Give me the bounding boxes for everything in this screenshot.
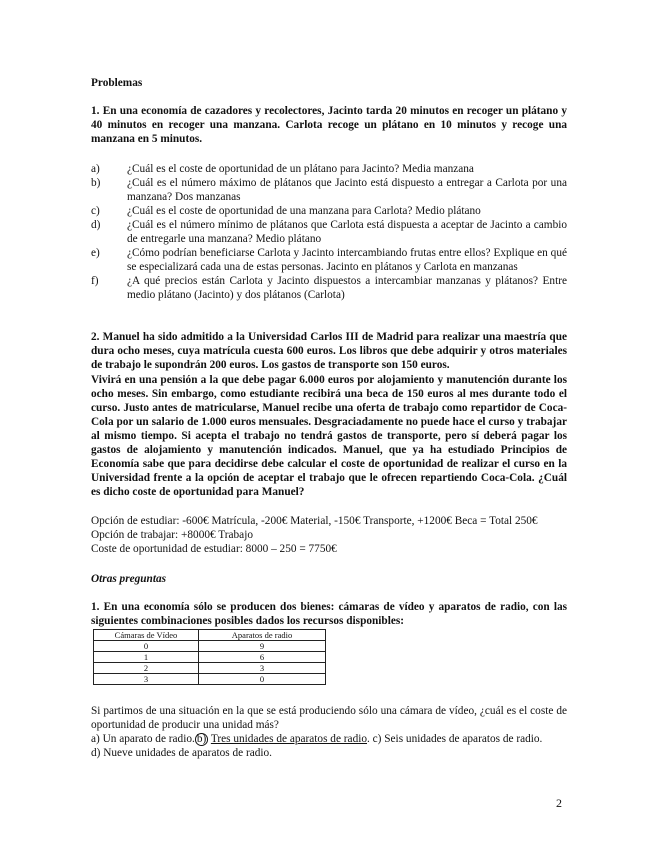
- list-item-text: ¿Cómo podrían beneficiarse Carlota y Jacinto intercambiando frutas entre ellos? Explique en qué se especializará cada una de estas personas. Jacinto en plátanos y Carlota en manzanas: [127, 247, 567, 273]
- table-cell: 9: [199, 641, 326, 652]
- list-item: [91, 204, 567, 218]
- problem-1-sublist: [91, 162, 567, 302]
- table-cell: 0: [94, 641, 199, 652]
- otras-1-statement: 1. En una economía sólo se producen dos bienes: cámaras de vídeo y aparatos de radio, con las siguientes combinaciones posibles dados los recursos disponibles:: [91, 601, 567, 627]
- answer-line: Coste de oportunidad de estudiar: 8000 – 250 = 7750€: [91, 543, 337, 555]
- list-item: [91, 246, 567, 274]
- answer-line: Opción de estudiar: -600€ Matrícula, -200€ Material, -150€ Transporte, +1200€ Beca = Total 250€: [91, 515, 538, 527]
- problem-2-answers: [91, 514, 567, 556]
- table-cell: 3: [94, 674, 199, 685]
- list-item-letter: e): [91, 247, 100, 259]
- production-table: [93, 629, 326, 685]
- problem-2-paragraph-1: 2. Manuel ha sido admitido a la Universidad Carlos III de Madrid para realizar una maestría que dura ocho meses, cuya matrícula cuesta 600 euros. Los libros que debe adquirir y otros materiales de trabajo le supondrán 200 euros. Los gastos de transporte son 150 euros.: [91, 331, 567, 371]
- list-item-text: ¿Cuál es el coste de oportunidad de una manzana para Carlota? Medio plátano: [127, 205, 481, 217]
- list-item-letter: b): [91, 177, 101, 189]
- section-heading-otras-preguntas: Otras preguntas: [91, 573, 167, 585]
- list-item-letter: d): [91, 219, 101, 231]
- list-item: [91, 162, 567, 176]
- table-cell: 3: [199, 663, 326, 674]
- table-header-row: [94, 630, 326, 641]
- table-row: [94, 652, 326, 663]
- problem-1-statement: 1. En una economía de cazadores y recolectores, Jacinto tarda 20 minutos en recoger un plátano y 40 minutos en recoger una manzana. Carlota recoge un plátano en 10 minutos y recoge una manzana en 5 minutos.: [91, 105, 567, 145]
- list-item-text: ¿Cuál es el número mínimo de plátanos que Carlota está dispuesta a aceptar de Jacinto a cambio de entregarle una manzana? Medio plátano: [127, 219, 567, 245]
- otras-1-question: Si partimos de una situación en la que se está produciendo sólo una cámara de vídeo, ¿cuál es el coste de oportunidad de producir una unidad más?: [91, 705, 567, 731]
- table-cell: 0: [199, 674, 326, 685]
- answer-options-line: [91, 732, 567, 746]
- list-item: [91, 218, 567, 246]
- list-item-text: ¿A qué precios están Carlota y Jacinto dispuestos a intercambiar manzanas y plátanos? Entre medio plátano (Jacinto) y dos plátanos (Carlota): [127, 275, 567, 301]
- table-cell: 2: [94, 663, 199, 674]
- table-row: [94, 663, 326, 674]
- table-cell: 1: [94, 652, 199, 663]
- list-item-letter: a): [91, 163, 100, 175]
- option-b-letter-circled: b): [196, 733, 207, 745]
- list-item-text: ¿Cuál es el número máximo de plátanos que Jacinto está dispuesto a entregar a Carlota por una manzana? Dos manzanas: [127, 177, 567, 203]
- answer-line: Opción de trabajar: +8000€ Trabajo: [91, 529, 253, 541]
- list-item-text: ¿Cuál es el coste de oportunidad de un plátano para Jacinto? Media manzana: [127, 163, 474, 175]
- table-cell: 6: [199, 652, 326, 663]
- problem-2-paragraph-2: Vivirá en una pensión a la que debe pagar 6.000 euros por alojamiento y manutención durante los ocho meses. Sin embargo, como estudiante recibirá una beca de 150 euros al mes durante todo el curso. Justo antes de matricularse, Manuel recibe una oferta de trabajo como repartidor de Coca-Cola por un salario de 1.000 euros mensuales. Desgraciadamente no puede hace el curso y trabajar al mismo tiempo. Si acepta el trabajo no tendrá gastos de transporte, pero sí deberá pagar los gastos de alojamiento y manutención indicados. Manuel, que ya ha estudiado Principios de Economía sabe que para decidirse debe calcular el coste de oportunidad de realizar el curso en la Universidad frente a la opción de aceptar el trabajo que le ofrecen repartiendo Coca-Cola. ¿Cuál es dicho coste de oportunidad para Manuel?: [91, 374, 567, 498]
- page-number: 2: [556, 796, 562, 810]
- list-item-letter: f): [91, 275, 99, 287]
- option-b-text: Tres unidades de aparatos de radio: [210, 733, 368, 745]
- table-header-cell: Aparatos de radio: [199, 630, 326, 641]
- section-heading-problemas: Problemas: [91, 77, 143, 89]
- table-row: [94, 674, 326, 685]
- list-item-letter: c): [91, 205, 100, 217]
- list-item: [91, 274, 567, 302]
- table-header-cell: Cámaras de Vídeo: [94, 630, 199, 641]
- otras-1-question-block: [91, 704, 567, 760]
- table-row: [94, 641, 326, 652]
- option-a: a) Un aparato de radio.: [91, 733, 195, 745]
- option-c: . c) Seis unidades de aparatos de radio.: [367, 733, 543, 745]
- option-d: d) Nueve unidades de aparatos de radio.: [91, 747, 272, 759]
- list-item: [91, 176, 567, 204]
